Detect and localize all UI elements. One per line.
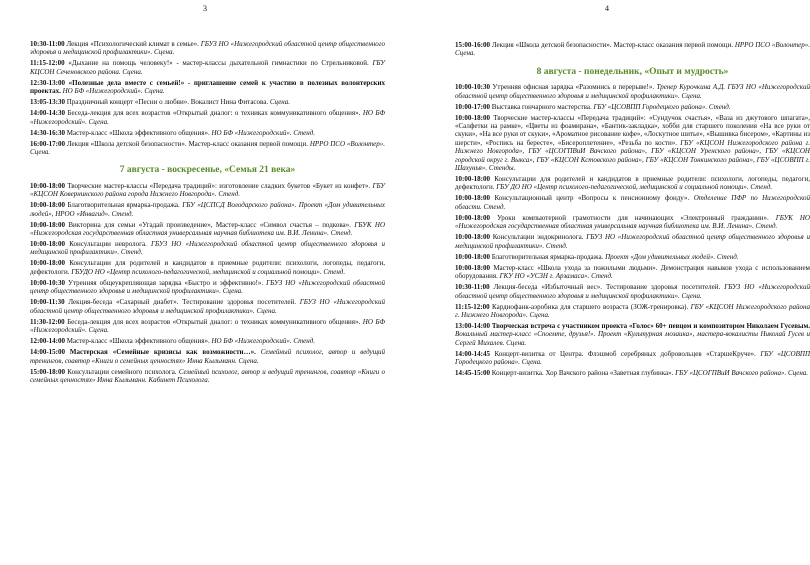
- entry-organizer: ГБУ КЦСОН Сеченовского района. Сцена.: [30, 59, 385, 76]
- entry-text: «Дыхание на помощь человеку!» - мастер-классы дыхательной гимнастики по Стрельниковой.: [68, 59, 369, 68]
- entry-text: Консультации эндокринолога.: [492, 233, 584, 242]
- entry-time: 10:00-17:00: [455, 102, 490, 111]
- entry-organizer: Семейный психолог, автор и ведущий тренингов, соавтор «Книги о семейных ценностях» Инна Кыльманн. Кабинет Психолога.: [30, 367, 385, 384]
- entry-organizer: Сцена.: [269, 98, 291, 107]
- entry-text: Благотворительная ярмарка-продажа.: [491, 252, 604, 261]
- entry-organizer: ГБУ «ЦСОГПВиИ Вачского района». Сцена.: [675, 369, 809, 378]
- entry-organizer: ГКУ НО «УСЗН г. Арзамаса». Стенд.: [499, 272, 613, 281]
- schedule-entry: [30, 201, 385, 218]
- page-number-right: 4: [605, 4, 609, 13]
- entry-organizer: ГБУ «КЦСОН Нижегородского района г. Нижнего Новгорода». Сцена.: [455, 302, 810, 319]
- entry-organizer: ГБУЗ НО «Нижегородский областной центр общественного здоровья и медицинской профилактики». Сцена.: [455, 283, 810, 300]
- schedule-entry: [30, 221, 385, 238]
- entry-organizer: Отделение ПФР по Нижегородской области. Стенд.: [455, 194, 810, 211]
- schedule-entry: [30, 79, 385, 96]
- entry-time: 14:00-14:30: [30, 109, 65, 118]
- entry-text: Консультации для родителей и кандидатов в приемные родители: психологи, логопеды, педагоги, дефектологи.: [455, 175, 810, 192]
- entry-time: 10:00-18:00: [455, 213, 490, 222]
- entry-time: 10:00-10:30: [455, 83, 490, 92]
- entry-time: 16:00-17:00: [30, 139, 65, 148]
- schedule-entry: [30, 368, 385, 385]
- entry-time: 12:00-14:00: [30, 337, 65, 346]
- right-column: [455, 41, 810, 380]
- schedule-entry: [30, 259, 385, 276]
- entry-organizer: Проект «Дом удивительных людей». Стенд.: [605, 252, 739, 261]
- entry-text: Консультации невролога.: [69, 240, 147, 249]
- entry-text: Лекция «Школа детской безопасности». Мастер-класс оказания первой помощи.: [66, 139, 308, 148]
- day-heading-aug7: 7 августа - воскресенье, «Семья 21 века»: [119, 165, 296, 176]
- entry-time: 10:00-18:00: [455, 263, 490, 272]
- entry-organizer: НРРО ПСО «Волонтер». Сцена.: [455, 41, 810, 58]
- entry-organizer: ГБУЗ НО «Нижегородский областной центр общественного здоровья и медицинской профилактики». Сцена.: [30, 40, 385, 57]
- entry-text: Лекция-беседа «Сахарный диабет». Тестирование здоровья посетителей.: [68, 298, 297, 307]
- entry-time: 14:00-15:00: [30, 348, 65, 357]
- entry-text: Кардиофанк-аэробика для старшего возраста (ЗОЖ-тренировка).: [492, 302, 689, 311]
- schedule-entry: [30, 279, 385, 296]
- schedule-entry: [455, 103, 810, 111]
- entry-organizer: Семейный психолог, автор и ведущий тренингов, соавтор «Книги о семейных ценностях» Инна Кыльманн. Сцена.: [30, 348, 386, 365]
- entry-text: Мастерская «Семейные кризисы как возможности…».: [69, 348, 256, 357]
- entry-time: 10:00-18:00: [455, 252, 490, 261]
- entry-organizer: ГБУ «КЦСОН Ковернинского района города Нижнего Новгорода». Стенд.: [30, 181, 386, 199]
- entry-time: 10:00-18:00: [455, 233, 490, 242]
- entry-organizer: Вокальный мастер-класс «Споемте, друзья!». Проект «Культурная мозаика», мастера-вокалисты Николай Гусев и Сергей Михалев. Сцена.: [455, 330, 810, 347]
- entry-organizer: ГБУЗ НО «Нижегородский областной центр общественного здоровья и медицинской профилактики». Стенд.: [30, 240, 385, 257]
- entry-time: 10:30-11:00: [455, 283, 490, 292]
- schedule-entry: [30, 182, 385, 199]
- entry-text: Уроки компьютерной грамотности для начинающих «Электронный гражданин».: [496, 213, 769, 222]
- entry-organizer: ГБУ ДО НО «Центр психолого-педагогической, медицинской и социальной помощи». Стенд.: [496, 183, 773, 192]
- entry-time: 10:00-18:00: [30, 259, 65, 268]
- entry-text: Консультационный центр «Вопросы к пенсионному фонду».: [494, 194, 690, 203]
- schedule-entry: [30, 240, 385, 257]
- entry-organizer: НО БФ «Нижегородский». Стенд.: [211, 337, 316, 346]
- entry-text: Беседа-лекция для всех возрастов «Открытый диалог: о техниках коммуникативного общения».: [67, 317, 361, 326]
- entry-organizer: НО БФ «Нижегородский». Сцена.: [62, 87, 165, 96]
- schedule-entry: [455, 303, 810, 320]
- entry-time: 10:00-11:30: [30, 298, 65, 307]
- entry-organizer: ГБУ «ЦСОВПП Городецкого района». Стенд.: [593, 102, 731, 111]
- schedule-entry: [455, 175, 810, 192]
- entry-text: Творческая встреча с участником проекта «Голос» 60+ певцом и композитором Николаем Гусевым.: [491, 321, 810, 330]
- entry-text: Утренняя общеукрепляющая зарядка «Быстро и эффективно!».: [68, 278, 264, 287]
- entry-text: Праздничный концерт «Песни о любви». Вокалист Нина Фитасова.: [66, 98, 269, 107]
- schedule-entry: [30, 129, 385, 137]
- schedule-entry: [30, 98, 385, 106]
- entry-text: Консультации семейного психолога.: [67, 367, 177, 376]
- entry-text: Лекция «Школа детской безопасности». Мастер-класс оказания первой помощи.: [491, 41, 733, 49]
- entry-text: Выставка гончарного мастерства.: [491, 102, 592, 111]
- entry-time: 13:05-13:30: [30, 98, 65, 107]
- schedule-entry: [455, 283, 810, 300]
- schedule-entry: [455, 214, 810, 231]
- entry-text: Творческие мастер-классы «Передача традиций»: «Сундучок счастья», «Ваза из джутового шпагата», «Салфетки на рамке», «Цветы из фоамирана», «Бантик-закладка», хобби для старшего поколения «На все руки от скуки», «На все руки от скуки», «Ароматное рисование кофе», «Лоскутное шитье», «Вышивка бисером», «Картины из шерсти», «Роспись на бересте», «Бисероплетение», «Резьба по кости».: [455, 113, 810, 147]
- entry-text: Концерт-визитка от Центра. Флэшмоб серебряных добровольцев «СтаршеКруче».: [494, 349, 756, 358]
- entry-time: 15:00-18:00: [30, 367, 65, 376]
- schedule-entry: [30, 59, 385, 76]
- entry-time: 10:00-18:00: [30, 240, 65, 249]
- schedule-entry: [30, 109, 385, 126]
- schedule-entry: [455, 83, 810, 100]
- entry-time: 10:00-18:00: [455, 113, 490, 122]
- schedule-entry: [455, 264, 810, 281]
- schedule-entry: [455, 369, 810, 377]
- schedule-entry: [455, 41, 810, 58]
- entry-time: 12:30-13:00: [30, 78, 65, 87]
- entry-time: 13:00-14:00: [455, 321, 490, 330]
- entry-text: Мастер-класс «Школа эффективного общения».: [66, 128, 210, 137]
- schedule-entry: [455, 322, 810, 347]
- entry-organizer: НО БФ «Нижегородский». Стенд.: [211, 128, 316, 137]
- entry-time: 11:15-12:00: [455, 302, 490, 311]
- entry-time: 10:00-18:00: [30, 201, 65, 210]
- entry-organizer: ГБУК НО «Нижегородская государственная областная универсальная научная библиотека им. В.И. Ленина». Стенд.: [30, 220, 385, 238]
- entry-time: 10:00-18:00: [30, 181, 65, 190]
- entry-time: 11:30-12:00: [30, 317, 65, 326]
- entry-text: Мастер-класс «Школа ухода за пожилыми людьми». Демонстрация навыков ухода с использованием оборудования.: [455, 263, 810, 281]
- schedule-entry: [455, 233, 810, 250]
- entry-text: Благотворительная ярмарка-продажа.: [67, 201, 180, 210]
- entry-time: 10:00-10:30: [30, 278, 65, 287]
- entry-text: «Полезные дела вместе с семьей!» - приглашение семей к участию в полезных волонтерских проектах.: [30, 78, 386, 96]
- entry-organizer: НО БФ «Нижегородский». Сцена.: [30, 317, 385, 335]
- entry-time: 10:00-18:00: [455, 175, 490, 184]
- entry-time: 11:15-12:00: [30, 59, 65, 68]
- entry-text: Беседа-лекция для всех возрастов «Открытый диалог: о техниках коммуникативного общения».: [67, 109, 361, 118]
- entry-time: 10:30-11:00: [30, 40, 65, 48]
- entry-text: Утренняя офисная зарядка «Разомнись в перерыве!».: [492, 83, 655, 92]
- schedule-entry: [455, 114, 810, 173]
- schedule-entry: [455, 253, 810, 261]
- entry-text: Творческие мастер-классы «Передача традиций»: изготовление сладких букетов «Букет из конфет».: [67, 181, 371, 190]
- left-column: [30, 40, 385, 387]
- schedule-entry: [30, 140, 385, 157]
- entry-organizer: ГБУЗ НО «Нижегородский областной центр общественного здоровья и медицинской профилактики». Сцена.: [30, 298, 386, 315]
- entry-time: 10:00-18:00: [30, 220, 65, 229]
- schedule-entry: [30, 348, 385, 365]
- entry-text: Мастер-класс «Школа эффективного общения».: [66, 337, 210, 346]
- entry-text: Лекция-беседа «Избыточный вес». Тестирование здоровья посетителей.: [493, 283, 721, 292]
- schedule-entry: [30, 298, 385, 315]
- schedule-entry: [30, 318, 385, 335]
- entry-text: Консультации для родителей и кандидатов в приемные родители: психологи, логопеды, педагоги, дефектологи.: [30, 259, 385, 276]
- entry-text: Викторина для семьи «Угадай произведение», Мастер-класс «Символ счастья – подкова».: [68, 220, 351, 229]
- entry-organizer: ГБУДО НО «Центр психолого-педагогической, медицинской и социальной помощи». Стенд.: [71, 267, 346, 276]
- entry-time: 14:00-14:45: [455, 349, 490, 358]
- entry-organizer: Тренер Курочкина А.Д. ГБУЗ НО «Нижегородский областной центр общественного здоровья и медицинской профилактики». Сцена.: [455, 83, 810, 100]
- entry-organizer: ГБУЗ НО «Нижегородский областной центр общественного здоровья и медицинской профилактики». Стенд.: [455, 233, 810, 250]
- entry-organizer: ГБУЗ НО «Нижегородский областной центр общественного здоровья и медицинской профилактики». Сцена.: [30, 278, 385, 296]
- page-number-left: 3: [203, 4, 207, 13]
- entry-organizer: НРРО ПСО «Волонтер». Сцена.: [30, 139, 385, 157]
- entry-organizer: ГБУ «КЦСОН Нижегородского района г. Нижнего Новгорода», ГБУ «ЦСОГПВиИ Вачского района», ГБУ «КЦСОН Уренского района», ГБУ «КЦСОН городской округ г. Выкса», ГБУ «КЦСОН Кстовского района», ГБУ «КЦСОН Тонкинского района», ГБУ «ЦСОВПП г. Шахунья». Стенды.: [455, 138, 810, 173]
- entry-organizer: НО БФ «Нижегородский». Сцена.: [30, 109, 385, 126]
- entry-organizer: ГБУК НО «Нижегородская государственная областная универсальная научная библиотека им. В.И. Ленина». Стенд.: [455, 213, 810, 231]
- day-heading-aug8: 8 августа - понедельник, «Опыт и мудрость»: [536, 66, 729, 77]
- schedule-entry: [455, 194, 810, 211]
- entry-text: Концерт-визитка. Хор Вачского района «Заветная глубинка».: [491, 369, 674, 378]
- entry-time: 14:45-15:00: [455, 369, 490, 378]
- schedule-entry: [30, 40, 385, 57]
- entry-time: 14:30-16:30: [30, 128, 65, 137]
- entry-organizer: ГБУ «ЦСОВПП Городецкого района». Сцена.: [455, 349, 810, 367]
- schedule-entry: [30, 337, 385, 345]
- entry-organizer: ГБУ «ЦСПСД Володарского района». Проект «Дом удивительных людей», НРОО «Инвагид». Стенд.: [30, 201, 386, 218]
- entry-time: 10:00-18:00: [455, 194, 490, 203]
- schedule-entry: [455, 350, 810, 367]
- entry-text: Лекция «Психологический климат в семье».: [66, 40, 199, 48]
- entry-time: 15:00-16:00: [455, 41, 490, 49]
